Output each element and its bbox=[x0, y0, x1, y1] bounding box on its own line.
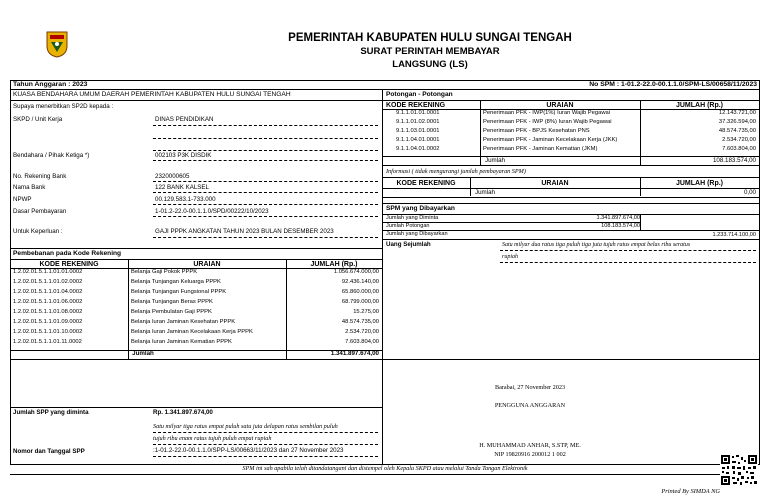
right-row-jumlah: 7.603.804,00 bbox=[722, 146, 756, 152]
left-col-kode: KODE REKENING bbox=[39, 261, 99, 268]
keperluan-label: Untuk Keperluan : bbox=[13, 228, 63, 235]
left-row-kode: 1.2.02.01.5.1.1.01.04.0002 bbox=[13, 289, 83, 295]
skpd-value: DINAS PENDIDIKAN bbox=[155, 116, 214, 123]
dibayarkan-title: SPM yang Dibayarkan bbox=[386, 205, 455, 212]
left-row-jumlah: 15.275,00 bbox=[353, 309, 379, 315]
left-row-uraian: Belanja Gaji Pokok PPPK bbox=[131, 269, 198, 275]
right-row-uraian: Penerimaan PFK - BPJS Kesehatan PNS bbox=[483, 128, 590, 134]
signer-name: H. MUHAMMAD ANHAR, S.STP, ME. bbox=[479, 442, 581, 449]
right-row-jumlah: 48.574.735,00 bbox=[718, 128, 756, 134]
left-row-kode: 1.2.02.01.5.1.1.01.11.0002 bbox=[13, 339, 82, 345]
dasar-value: 1-01.2-22.0-00.1.1.0/SPD/00222/10/2023 bbox=[155, 208, 269, 215]
qr-code bbox=[720, 454, 758, 486]
skpd-label: SKPD / Unit Kerja bbox=[13, 116, 63, 123]
left-row-uraian: Belanja Iuran Jaminan Kecelakaan Kerja PPPK bbox=[131, 329, 253, 335]
printed-by: Printed By SIMDA NG bbox=[661, 488, 720, 495]
right-col-jumlah: JUMLAH (Rp.) bbox=[675, 102, 724, 109]
left-row-kode: 1.2.02.01.5.1.1.01.08.0002 bbox=[13, 309, 83, 315]
regency-emblem bbox=[46, 30, 68, 58]
right-row-jumlah: 37.326.594,00 bbox=[718, 119, 756, 125]
right-row-uraian: Penerimaan PFK - Jaminan Kecelakaan Kerja (JKK) bbox=[483, 137, 618, 143]
norek-value: 2320000605 bbox=[155, 173, 190, 180]
right-row-jumlah: 12.143.721,00 bbox=[718, 110, 756, 116]
left-col-jumlah: JUMLAH (Rp.) bbox=[310, 261, 358, 268]
right-total-label: Jumlah bbox=[485, 157, 505, 164]
header-title: PEMERINTAH KABUPATEN HULU SUNGAI TENGAH bbox=[288, 32, 572, 44]
right-row-uraian: Penerimaan PFK - Jaminan Kematian (JKM) bbox=[483, 146, 598, 152]
diminta-value: 1.341.897.674,00 bbox=[596, 215, 640, 221]
left-row-kode: 1.2.02.01.5.1.1.01.06.0002 bbox=[13, 299, 83, 305]
pembebanan-title: Pembebanan pada Kode Rekening bbox=[13, 250, 122, 257]
signer-role: PENGGUNA ANGGARAN bbox=[494, 402, 566, 409]
right-row-kode: 9.1.1.03.01.0001 bbox=[396, 128, 440, 134]
right-row-kode: 9.1.1.04.01.0002 bbox=[396, 146, 440, 152]
left-row-jumlah: 48.574.735,00 bbox=[341, 319, 379, 325]
informasi-title: Informasi ( tidak mengurangi jumlah pembayaran SPM) bbox=[386, 168, 526, 175]
dibayar-label: Jumlah yang Dibayarkan bbox=[386, 231, 448, 237]
left-row-kode: 1.2.02.01.5.1.1.01.01.0002 bbox=[13, 269, 83, 275]
bendahara-value: 002103 P3K DISDIK bbox=[155, 152, 212, 159]
left-row-kode: 1.2.02.01.5.1.1.01.10.0002 bbox=[13, 329, 83, 335]
right-row-uraian: Penerimaan PFK - IWP (8%) Iuran Wajib Pegawai bbox=[483, 119, 612, 125]
dibayar-value: 1.233.714.100,00 bbox=[712, 232, 756, 238]
right-row-uraian: Penerimaan PFK - IWP(1%) Iuran Wajib Pegawai bbox=[483, 110, 611, 116]
spp-label: Jumlah SPP yang diminta bbox=[13, 409, 89, 416]
right-row-kode: 9.1.1.01.01.0001 bbox=[396, 110, 440, 116]
right-row-kode: 9.1.1.04.01.0001 bbox=[396, 137, 440, 143]
left-total-value: 1.341.897.674,00 bbox=[330, 350, 379, 357]
info-col-uraian: URAIAN bbox=[541, 180, 569, 187]
spp-amount: Rp. 1.341.897.674,00 bbox=[153, 409, 213, 416]
left-row-uraian: Belanja Pembulatan Gaji PPPK bbox=[131, 309, 212, 315]
npwp-label: NPWP bbox=[13, 196, 32, 203]
left-row-jumlah: 7.603.804,00 bbox=[345, 339, 379, 345]
header-subtitle: SURAT PERINTAH MEMBAYAR bbox=[360, 46, 500, 57]
right-row-jumlah: 2.534.720,00 bbox=[722, 137, 756, 143]
keperluan-value: GAJI PPPK ANGKATAN TAHUN 2023 BULAN DESEMBER 2023 bbox=[155, 228, 334, 235]
kuasa-bud-title: KUASA BENDAHARA UMUM DAERAH PEMERINTAH KABUPATEN HULU SUNGAI TENGAH bbox=[13, 91, 291, 98]
uang-label: Uang Sejumlah bbox=[386, 241, 431, 248]
left-row-jumlah: 2.534.720,00 bbox=[345, 329, 379, 335]
left-total-label: Jumlah bbox=[132, 350, 154, 357]
potongan-label: Jumlah Potongan bbox=[386, 223, 430, 229]
left-col-uraian: URAIAN bbox=[193, 261, 221, 268]
spp-terbilang-1: Satu milyar tiga ratus empat puluh satu juta delapan ratus sembilan puluh bbox=[153, 423, 338, 430]
left-row-kode: 1.2.02.01.5.1.1.01.02.0002 bbox=[13, 279, 83, 285]
spp-number-label: Nomor dan Tanggal SPP bbox=[13, 448, 85, 455]
info-total-value: 0,00 bbox=[743, 189, 756, 196]
right-col-kode: KODE REKENING bbox=[386, 102, 446, 109]
place-date: Barabai, 27 November 2023 bbox=[494, 384, 566, 391]
bank-value: 122 BANK KALSEL bbox=[155, 184, 210, 191]
uang-terbilang-2: rupiah bbox=[502, 254, 519, 260]
right-row-kode: 9.1.1.01.02.0001 bbox=[396, 119, 440, 125]
instruction-text: Supaya menerbitkan SP2D kepada : bbox=[13, 103, 114, 110]
right-total-value: 108.183.574,00 bbox=[712, 157, 756, 164]
footer-note: SPM ini sah apabila telah ditandatangani dan distempel oleh Kepala SKPD atau melalui Tanda Tangan Elektronik bbox=[242, 465, 528, 472]
bank-label: Nama Bank bbox=[13, 184, 46, 191]
left-row-jumlah: 68.799.000,00 bbox=[341, 299, 379, 305]
left-row-uraian: Belanja Tunjangan Keluarga PPPK bbox=[131, 279, 221, 285]
info-col-kode: KODE REKENING bbox=[396, 180, 456, 187]
spm-number: No SPM : 1-01.2-22.0-00.1.1.0/SPM-LS/00658/11/2023 bbox=[589, 81, 757, 88]
right-col-uraian: URAIAN bbox=[546, 102, 574, 109]
left-row-jumlah: 1.056.674.000,00 bbox=[333, 269, 379, 275]
left-row-uraian: Belanja Iuran Jaminan Kematian PPPK bbox=[131, 339, 232, 345]
spp-terbilang-2: tujuh ribu enam ratus tujuh puluh empat rupiah bbox=[153, 435, 272, 442]
info-col-jumlah: JUMLAH (Rp.) bbox=[675, 180, 724, 187]
header-type: LANGSUNG (LS) bbox=[392, 59, 468, 70]
left-row-jumlah: 92.436.140,00 bbox=[341, 279, 379, 285]
info-total-label: Jumlah bbox=[475, 189, 495, 196]
bendahara-label: Bendahara / Pihak Ketiga *) bbox=[13, 152, 90, 159]
left-row-jumlah: 65.860.000,00 bbox=[341, 289, 379, 295]
npwp-value: 00.129.583.1-733.000 bbox=[155, 196, 216, 203]
left-row-uraian: Belanja Tunjangan Beras PPPK bbox=[131, 299, 213, 305]
uang-terbilang-1: Satu milyar dua ratus tiga puluh tiga juta tujuh ratus empat belas ribu seratus bbox=[502, 242, 691, 248]
potongan-value: 108.183.574,00 bbox=[601, 223, 640, 229]
dasar-label: Dasar Pembayaran bbox=[13, 208, 67, 215]
left-row-uraian: Belanja Iuran Jaminan Kesehatan PPPK bbox=[131, 319, 236, 325]
diminta-label: Jumlah yang Diminta bbox=[386, 215, 439, 221]
potongan-title: Potongan - Potongan bbox=[386, 91, 453, 98]
left-row-kode: 1.2.02.01.5.1.1.01.09.0002 bbox=[13, 319, 83, 325]
spp-number-value: :1-01.2-22.0-00.1.1.0/SPP-LS/00663/11/2023 dan 27 November 2023 bbox=[153, 447, 344, 454]
norek-label: No. Rekening Bank bbox=[13, 173, 67, 180]
signer-nip: NIP 19820916 200012 1 002 bbox=[494, 451, 566, 458]
fiscal-year: Tahun Anggaran : 2023 bbox=[13, 81, 88, 88]
left-row-uraian: Belanja Tunjangan Fungsional PPPK bbox=[131, 289, 227, 295]
